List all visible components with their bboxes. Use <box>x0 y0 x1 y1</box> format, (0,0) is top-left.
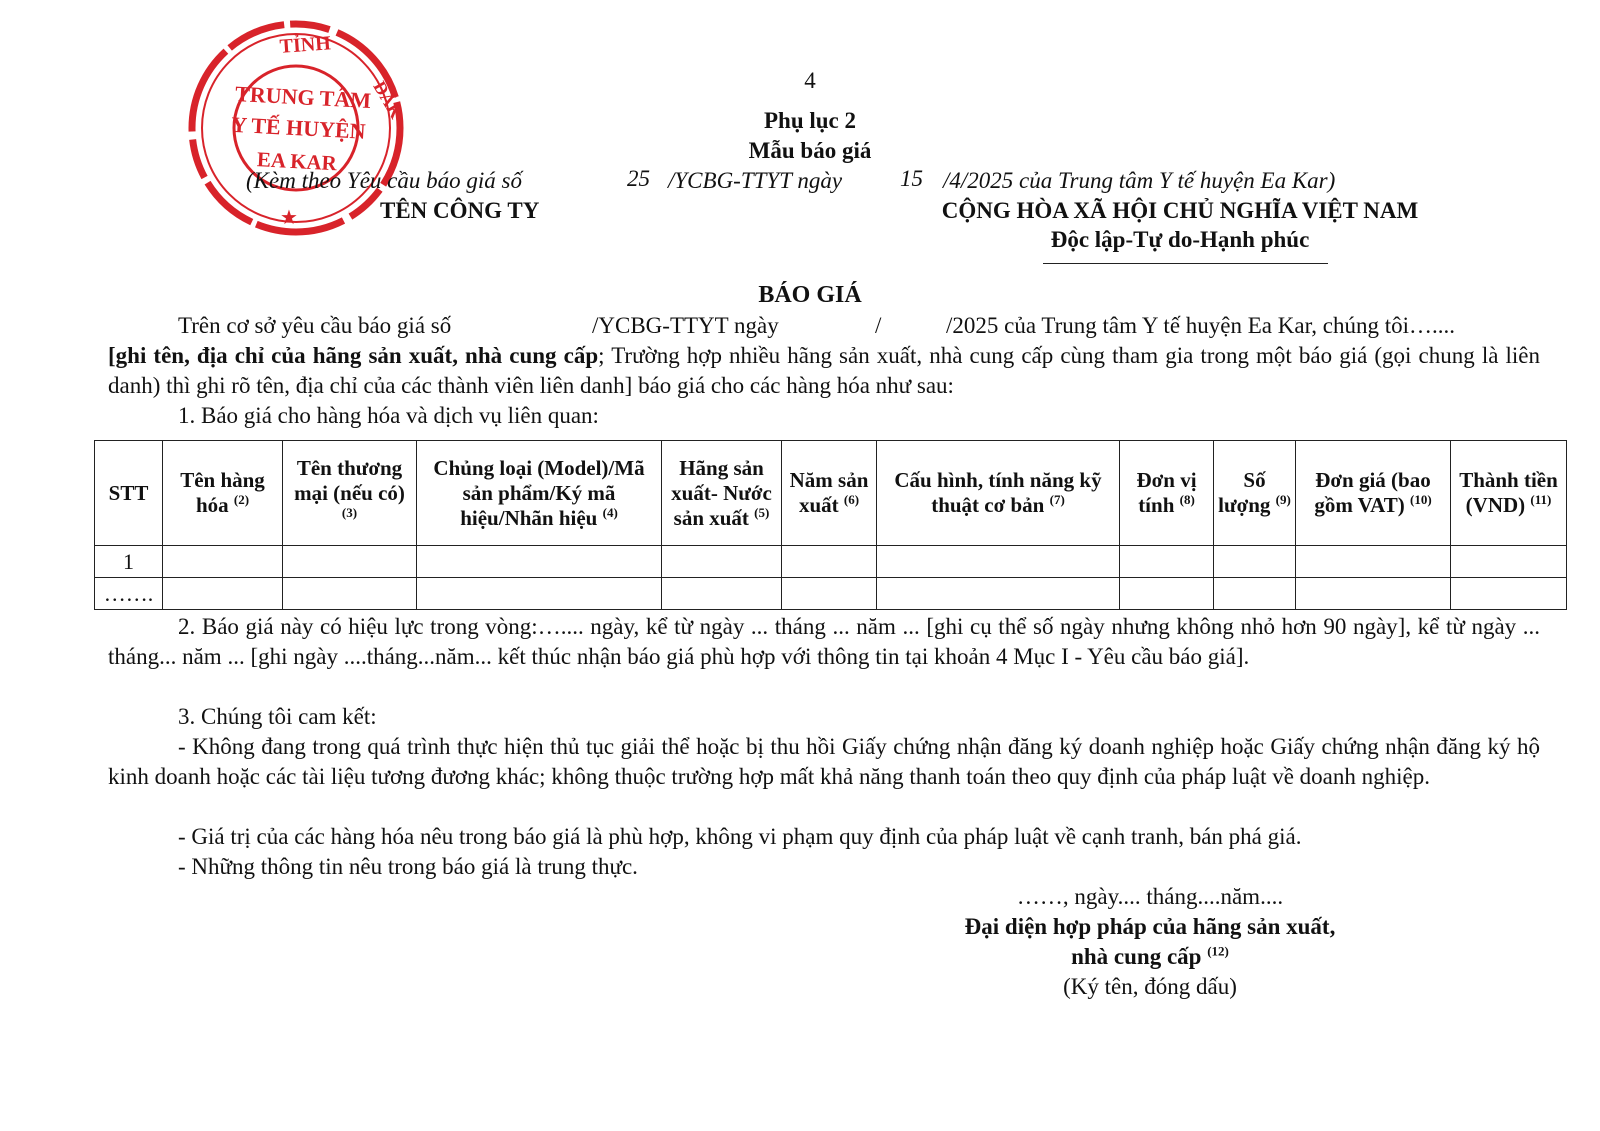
seal-line-3: EA KAR <box>256 147 338 176</box>
section-1-title: 1. Báo giá cho hàng hóa và dịch vụ liên quan: <box>178 403 599 428</box>
table-cell <box>877 578 1120 610</box>
header-cau-hinh: Cấu hình, tính năng kỹ thuật cơ bản $^{(7)}$ <box>877 441 1120 546</box>
company-label: TÊN CÔNG TY <box>380 198 540 223</box>
intro-middle: /YCBG-TTYT ngày <box>592 313 779 338</box>
seal-graphic <box>183 10 413 240</box>
intro-slash: / <box>875 313 882 338</box>
page-number: 4 <box>804 68 816 93</box>
doc-title: BÁO GIÁ <box>758 282 862 308</box>
table-cell <box>163 546 283 578</box>
seal-top-text: TỈNH <box>278 32 332 58</box>
header-ten-hang-hoa: Tên hàng hóa $^{(2)}$ <box>163 441 283 546</box>
signature-rep-line-2: nhà cung cấp $^{(12)}$ <box>1071 943 1229 969</box>
header-hang-san-xuat: Hãng sản xuất- Nước sản xuất $^{(5)}$ <box>662 441 782 546</box>
seal-line-2: Y TẾ HUYỆN <box>230 111 367 144</box>
table-cell <box>417 578 662 610</box>
form-title: Mẫu báo giá <box>748 138 872 163</box>
commitment-2: - Giá trị của các hàng hóa nêu trong báo giá là phù hợp, không vi phạm quy định của pháp luật về cạnh tranh, bán phá giá. <box>178 824 1302 849</box>
table-cell <box>1296 578 1451 610</box>
header-nam-san-xuat: Năm sản xuất $^{(6)}$ <box>782 441 877 546</box>
seal-right-text: ĐẮK <box>369 77 407 123</box>
seal-star: ★ <box>280 207 298 229</box>
table-cell <box>283 546 417 578</box>
motto-underline <box>1043 263 1328 264</box>
table-cell <box>877 546 1120 578</box>
table-cell <box>1120 578 1214 610</box>
table-cell <box>1296 546 1451 578</box>
commitment-3: - Những thông tin nêu trong báo giá là trung thực. <box>178 854 638 879</box>
table-cell: ……. <box>95 578 163 610</box>
table-cell <box>163 578 283 610</box>
red-seal-stamp <box>183 10 413 240</box>
table-cell <box>662 546 782 578</box>
header-don-gia: Đơn giá (bao gồm VAT) $^{(10)}$ <box>1296 441 1451 546</box>
national-title: CỘNG HÒA XÃ HỘI CHỦ NGHĨA VIỆT NAM <box>941 198 1419 223</box>
header-thanh-tien: Thành tiền (VND) $^{(11)}$ <box>1451 441 1567 546</box>
table-row <box>95 578 1567 610</box>
intro-rest: ; Trường hợp nhiều hãng sản xuất, nhà cung cấp cùng tham gia trong một báo giá (gọi chung là liên danh) thì ghi rõ tên, địa chỉ của các thành viên liên danh] báo giá cho các hàng hóa như sau: <box>108 343 1540 398</box>
attached-line-prefix: (Kèm theo Yêu cầu báo giá số <box>246 168 522 193</box>
seal-line-1: TRUNG TÂM <box>234 80 372 114</box>
header-so-luong: Số lượng $^{(9)}$ <box>1214 441 1296 546</box>
table-cell <box>782 578 877 610</box>
intro-prefix: Trên cơ sở yêu cầu báo giá số <box>178 313 452 338</box>
section-3-title: 3. Chúng tôi cam kết: <box>178 704 377 729</box>
table-cell <box>1451 578 1567 610</box>
table-cell <box>417 546 662 578</box>
table-cell <box>1214 578 1296 610</box>
signature-sign-note: (Ký tên, đóng dấu) <box>1063 974 1237 999</box>
intro-suffix: /2025 của Trung tâm Y tế huyện Ea Kar, chúng tôi….... <box>946 313 1456 338</box>
table-cell <box>1214 546 1296 578</box>
section-2-validity: 2. Báo giá này có hiệu lực trong vòng:….... ngày, kể từ ngày ... tháng ... năm ... [ghi cụ thể số ngày nhưng không nhỏ hơn 90 ngày], kể từ ngày ... tháng... năm ... [ghi ngày ....tháng...năm... kết thúc nhận báo giá phù hợp với thông tin tại khoản 4 Mục I - Yêu cầu báo giá]. <box>108 614 1540 669</box>
table-cell <box>782 546 877 578</box>
attached-request-no: 25 <box>627 166 650 191</box>
signature-date-line: ……, ngày.... tháng....năm.... <box>1016 884 1284 909</box>
intro-paragraph <box>108 341 1540 401</box>
table-cell <box>1120 546 1214 578</box>
table-cell <box>662 578 782 610</box>
header-ten-thuong-mai: Tên thương mại (nếu có) $^{(3)}$ <box>283 441 417 546</box>
header-don-vi-tinh: Đơn vị tính $^{(8)}$ <box>1120 441 1214 546</box>
signature-rep-line-1: Đại diện hợp pháp của hãng sản xuất, <box>964 914 1336 939</box>
header-chung-loai: Chủng loại (Model)/Mã sản phẩm/Ký mã hiệu/Nhãn hiệu $^{(4)}$ <box>417 441 662 546</box>
table-row <box>95 546 1567 578</box>
intro-bold-part: [ghi tên, địa chỉ của hãng sản xuất, nhà cung cấp <box>108 343 599 368</box>
table-cell: 1 <box>95 546 163 578</box>
quote-table <box>94 440 1567 610</box>
national-motto: Độc lập-Tự do-Hạnh phúc <box>1050 227 1310 252</box>
header-stt: STT <box>95 441 163 546</box>
attached-line-suffix: /4/2025 của Trung tâm Y tế huyện Ea Kar) <box>943 168 1336 193</box>
table-header-row <box>95 441 1567 546</box>
attached-day: 15 <box>900 166 923 191</box>
table-cell <box>283 578 417 610</box>
commitment-1: - Không đang trong quá trình thực hiện thủ tục giải thể hoặc bị thu hồi Giấy chứng nhận đăng ký doanh nghiệp hoặc Giấy chứng nhận đăng ký hộ kinh doanh hoặc các tài liệu tương đương khác; không thuộc trường hợp mất khả năng thanh toán theo quy định của pháp luật về doanh nghiệp. <box>108 734 1540 789</box>
attached-line-middle: /YCBG-TTYT ngày <box>668 168 843 193</box>
table-cell <box>1451 546 1567 578</box>
appendix-title: Phụ lục 2 <box>763 108 857 133</box>
